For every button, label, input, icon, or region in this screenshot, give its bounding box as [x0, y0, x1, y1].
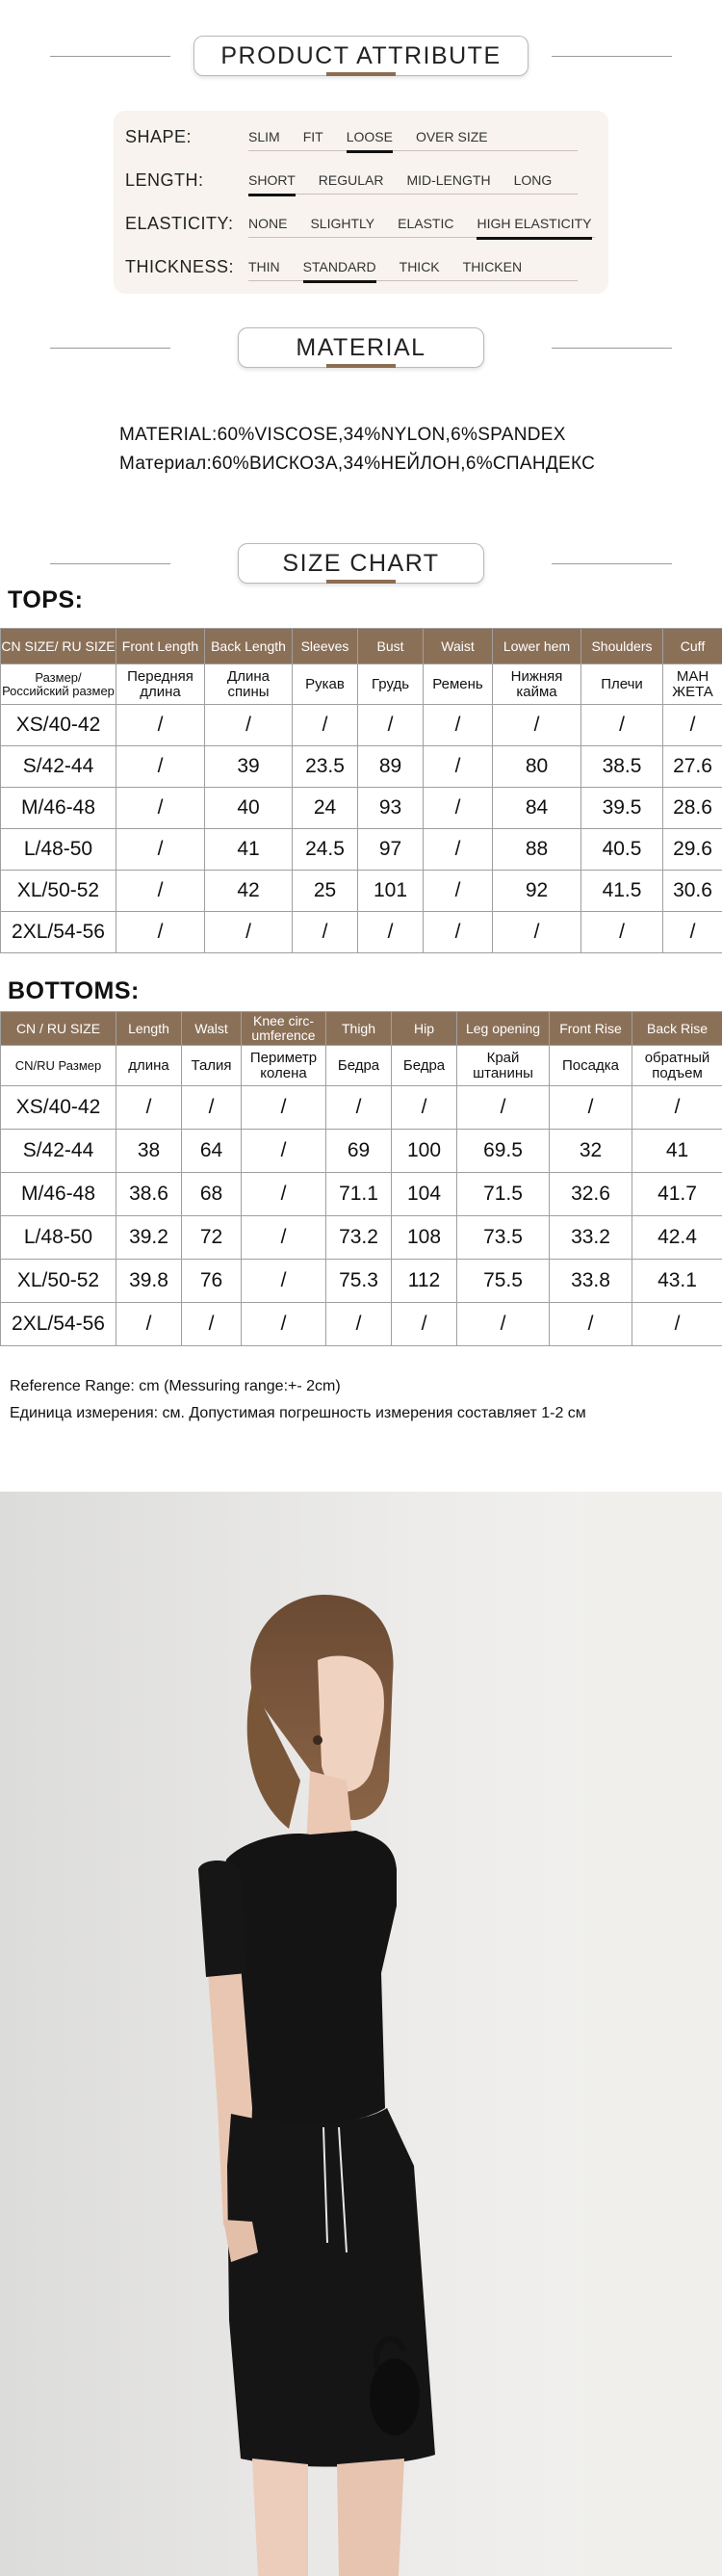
bottoms-size-table	[0, 1011, 722, 1346]
table-cell: 112	[392, 1260, 457, 1303]
table-row	[1, 788, 722, 829]
table-cell: 43.1	[632, 1260, 722, 1303]
table-cell: /	[424, 829, 493, 871]
column-header: Lower hem	[493, 629, 581, 664]
size-cell: 2XL/54-56	[1, 912, 116, 953]
table-cell: 30.6	[663, 871, 722, 912]
table-row	[1, 829, 722, 871]
table-cell: 40	[205, 788, 293, 829]
handbag	[370, 2358, 420, 2435]
table-cell: 75.5	[457, 1260, 550, 1303]
size-cell: L/48-50	[1, 1216, 116, 1260]
table-cell: /	[242, 1173, 326, 1216]
table-cell: /	[205, 912, 293, 953]
table-cell: 75.3	[326, 1260, 392, 1303]
attribute-label: SHAPE:	[125, 126, 193, 146]
table-cell: 41	[632, 1130, 722, 1173]
material-section-header	[0, 327, 722, 370]
table-cell: /	[182, 1303, 242, 1346]
table-cell: 71.5	[457, 1173, 550, 1216]
attribute-label: LENGTH:	[125, 169, 204, 190]
tops-header-ru-row	[1, 664, 722, 705]
column-header-ru: Бедра	[392, 1046, 457, 1086]
attribute-option: OVER SIZE	[415, 128, 488, 144]
column-header: Back Rise	[632, 1012, 722, 1046]
bottoms-header-ru-row	[1, 1046, 722, 1086]
table-cell: 69.5	[457, 1130, 550, 1173]
attribute-option: SLIM	[248, 128, 280, 144]
wall-panel	[585, 1492, 722, 2576]
tops-title: TOPS:	[8, 586, 84, 613]
size-cell: L/48-50	[1, 829, 116, 871]
model-illustration	[0, 1492, 722, 2576]
table-cell: /	[424, 912, 493, 953]
table-cell: /	[663, 705, 722, 746]
size-cell: XS/40-42	[1, 705, 116, 746]
divider-right	[552, 563, 672, 564]
table-cell: /	[116, 912, 205, 953]
table-cell: 88	[493, 829, 581, 871]
divider-left	[50, 563, 170, 564]
table-cell: 23.5	[293, 746, 358, 788]
table-cell: /	[632, 1303, 722, 1346]
table-cell: /	[358, 705, 424, 746]
attribute-label: THICKNESS:	[125, 256, 235, 276]
table-cell: /	[632, 1086, 722, 1130]
table-cell: 40.5	[581, 829, 663, 871]
table-cell: 69	[326, 1130, 392, 1173]
attribute-row-length	[125, 166, 578, 195]
column-header: Hip	[392, 1012, 457, 1046]
table-cell: /	[424, 705, 493, 746]
size-cell: XL/50-52	[1, 1260, 116, 1303]
table-cell: 27.6	[663, 746, 722, 788]
table-cell: 64	[182, 1130, 242, 1173]
table-cell: 24	[293, 788, 358, 829]
table-cell: 28.6	[663, 788, 722, 829]
bottoms-header-en-row	[1, 1012, 722, 1046]
table-cell: 32	[550, 1130, 632, 1173]
table-cell: 108	[392, 1216, 457, 1260]
table-cell: 101	[358, 871, 424, 912]
column-header-ru: обратный подъем	[632, 1046, 722, 1086]
table-cell: /	[326, 1303, 392, 1346]
column-header-ru: Рукав	[293, 664, 358, 705]
title-accent-bar	[326, 364, 396, 368]
size-chart-title-pill	[238, 543, 484, 584]
size-cell: M/46-48	[1, 788, 116, 829]
table-cell: /	[116, 1303, 182, 1346]
divider-right	[552, 56, 672, 57]
table-cell: 72	[182, 1216, 242, 1260]
column-header: Length	[116, 1012, 182, 1046]
table-cell: 29.6	[663, 829, 722, 871]
column-header: Cuff	[663, 629, 722, 664]
table-cell: 38.5	[581, 746, 663, 788]
attribute-options	[248, 209, 595, 238]
table-cell: 97	[358, 829, 424, 871]
size-chart-section-title: SIZE CHART	[282, 549, 440, 577]
column-header-ru: Нижняя кайма	[493, 664, 581, 705]
size-cell: 2XL/54-56	[1, 1303, 116, 1346]
table-row	[1, 912, 722, 953]
table-cell: /	[493, 705, 581, 746]
table-cell: /	[242, 1086, 326, 1130]
table-cell: /	[116, 746, 205, 788]
table-cell: 68	[182, 1173, 242, 1216]
attribute-option: THICKEN	[462, 258, 523, 274]
table-row	[1, 1260, 722, 1303]
table-cell: /	[242, 1303, 326, 1346]
attribute-option-selected: SHORT	[248, 171, 296, 188]
table-cell: 89	[358, 746, 424, 788]
table-cell: /	[493, 912, 581, 953]
attribute-options	[248, 166, 578, 195]
column-header-ru: Плечи	[581, 664, 663, 705]
table-cell: 71.1	[326, 1173, 392, 1216]
table-row	[1, 1173, 722, 1216]
table-cell: /	[581, 912, 663, 953]
attribute-option-selected: LOOSE	[346, 128, 393, 144]
column-header: Sleeves	[293, 629, 358, 664]
attribute-option-selected: STANDARD	[302, 258, 376, 274]
table-cell: 84	[493, 788, 581, 829]
attribute-option: THIN	[248, 258, 280, 274]
column-header-ru: Талия	[182, 1046, 242, 1086]
table-cell: 25	[293, 871, 358, 912]
table-cell: 33.2	[550, 1216, 632, 1260]
table-cell: /	[205, 705, 293, 746]
table-cell: 38.6	[116, 1173, 182, 1216]
measurement-notes	[10, 1373, 586, 1427]
column-header: Bust	[358, 629, 424, 664]
table-cell: /	[242, 1216, 326, 1260]
attribute-option: REGULAR	[318, 171, 384, 188]
table-cell: /	[424, 746, 493, 788]
table-cell: 41	[205, 829, 293, 871]
attribute-option: SLIGHTLY	[310, 215, 375, 231]
table-cell: 42	[205, 871, 293, 912]
note-en: Reference Range: cm (Messuring range:+- 2cm)	[10, 1378, 341, 1394]
attribute-options	[248, 252, 578, 281]
attribute-option: LONG	[513, 171, 553, 188]
material-line-ru: Материал:60%ВИСКОЗА,34%НЕЙЛОН,6%СПАНДЕКС	[119, 454, 596, 474]
table-cell: /	[326, 1086, 392, 1130]
table-cell: 33.8	[550, 1260, 632, 1303]
column-header: Waist	[424, 629, 493, 664]
table-cell: 39.5	[581, 788, 663, 829]
divider-left	[50, 56, 170, 57]
table-row	[1, 1303, 722, 1346]
column-header: Front Rise	[550, 1012, 632, 1046]
table-cell: 104	[392, 1173, 457, 1216]
table-row	[1, 871, 722, 912]
table-cell: 92	[493, 871, 581, 912]
size-cell: M/46-48	[1, 1173, 116, 1216]
model-photo	[0, 1492, 722, 2576]
table-cell: /	[424, 788, 493, 829]
column-header-ru: Посадка	[550, 1046, 632, 1086]
column-header-ru: Грудь	[358, 664, 424, 705]
leg	[252, 2459, 308, 2576]
table-cell: /	[358, 912, 424, 953]
material-title-pill	[238, 327, 484, 368]
column-header-ru: длина	[116, 1046, 182, 1086]
attribute-option: ELASTIC	[398, 215, 454, 231]
table-cell: 41.7	[632, 1173, 722, 1216]
column-header-ru: Длина спины	[205, 664, 293, 705]
table-cell: /	[293, 705, 358, 746]
table-cell: 100	[392, 1130, 457, 1173]
table-cell: /	[550, 1086, 632, 1130]
table-cell: 39.2	[116, 1216, 182, 1260]
table-cell: 73.5	[457, 1216, 550, 1260]
column-header-ru: Ремень	[424, 664, 493, 705]
column-header: Leg opening	[457, 1012, 550, 1046]
attribute-section-header	[0, 36, 722, 78]
table-cell: /	[392, 1086, 457, 1130]
table-cell: /	[116, 788, 205, 829]
size-chart-section-header	[0, 543, 722, 585]
table-cell: /	[392, 1303, 457, 1346]
attribute-option-selected: HIGH ELASTICITY	[477, 215, 592, 231]
table-row	[1, 705, 722, 746]
table-cell: /	[581, 705, 663, 746]
attribute-row-thickness	[125, 252, 578, 281]
column-header-ru: МАН ЖЕТА	[663, 664, 722, 705]
table-cell: 76	[182, 1260, 242, 1303]
material-section-title: MATERIAL	[296, 333, 426, 361]
table-cell: 39	[205, 746, 293, 788]
attribute-card	[114, 111, 608, 294]
divider-right	[552, 348, 672, 349]
table-cell: /	[182, 1086, 242, 1130]
table-row	[1, 1086, 722, 1130]
material-block	[119, 421, 595, 479]
size-cell: S/42-44	[1, 1130, 116, 1173]
column-header: Walst	[182, 1012, 242, 1046]
table-row	[1, 1130, 722, 1173]
table-cell: /	[242, 1260, 326, 1303]
column-header: CN SIZE/ RU SIZE	[1, 629, 116, 664]
table-cell: /	[293, 912, 358, 953]
size-cell: XL/50-52	[1, 871, 116, 912]
table-cell: 39.8	[116, 1260, 182, 1303]
table-cell: /	[663, 912, 722, 953]
material-line-en: MATERIAL:60%VISCOSE,34%NYLON,6%SPANDEX	[119, 425, 566, 445]
earring	[313, 1735, 322, 1745]
title-accent-bar	[326, 72, 396, 76]
table-cell: 42.4	[632, 1216, 722, 1260]
column-header-ru: CN/RU Размер	[1, 1046, 116, 1086]
column-header-ru: Край штанины	[457, 1046, 550, 1086]
column-header-ru: Размер/ Российский размер	[1, 664, 116, 705]
bottoms-title: BOTTOMS:	[8, 977, 140, 1004]
table-cell: /	[116, 1086, 182, 1130]
table-cell: /	[116, 705, 205, 746]
column-header-ru: Передняя длина	[116, 664, 205, 705]
column-header: Knee circ- umference	[242, 1012, 326, 1046]
column-header-ru: Периметр колена	[242, 1046, 326, 1086]
attribute-options	[248, 122, 578, 151]
table-row	[1, 1216, 722, 1260]
table-cell: 93	[358, 788, 424, 829]
attribute-title-pill	[193, 36, 529, 76]
tops-size-table	[0, 628, 722, 953]
table-cell: 38	[116, 1130, 182, 1173]
table-cell: /	[116, 829, 205, 871]
column-header: Back Length	[205, 629, 293, 664]
tops-header-en-row	[1, 629, 722, 664]
table-cell: /	[457, 1303, 550, 1346]
table-cell: /	[242, 1130, 326, 1173]
column-header: CN / RU SIZE	[1, 1012, 116, 1046]
column-header-ru: Бедра	[326, 1046, 392, 1086]
size-cell: S/42-44	[1, 746, 116, 788]
table-cell: /	[550, 1303, 632, 1346]
table-cell: 73.2	[326, 1216, 392, 1260]
attribute-option: NONE	[248, 215, 288, 231]
divider-left	[50, 348, 170, 349]
title-accent-bar	[326, 580, 396, 584]
table-cell: /	[457, 1086, 550, 1130]
table-row	[1, 746, 722, 788]
size-cell: XS/40-42	[1, 1086, 116, 1130]
attribute-label: ELASTICITY:	[125, 213, 234, 233]
attribute-option: MID-LENGTH	[406, 171, 491, 188]
column-header: Thigh	[326, 1012, 392, 1046]
attribute-option: THICK	[399, 258, 440, 274]
table-cell: /	[116, 871, 205, 912]
table-cell: 24.5	[293, 829, 358, 871]
table-cell: 41.5	[581, 871, 663, 912]
attribute-row-elasticity	[125, 209, 595, 238]
table-cell: 80	[493, 746, 581, 788]
attribute-section-title: PRODUCT ATTRIBUTE	[220, 41, 502, 69]
attribute-option: FIT	[302, 128, 323, 144]
table-cell: 32.6	[550, 1173, 632, 1216]
attribute-row-shape	[125, 122, 578, 151]
column-header: Front Length	[116, 629, 205, 664]
column-header: Shoulders	[581, 629, 663, 664]
note-ru: Единица измерения: см. Допустимая погрешность измерения составляет 1-2 см	[10, 1405, 586, 1421]
table-cell: /	[424, 871, 493, 912]
